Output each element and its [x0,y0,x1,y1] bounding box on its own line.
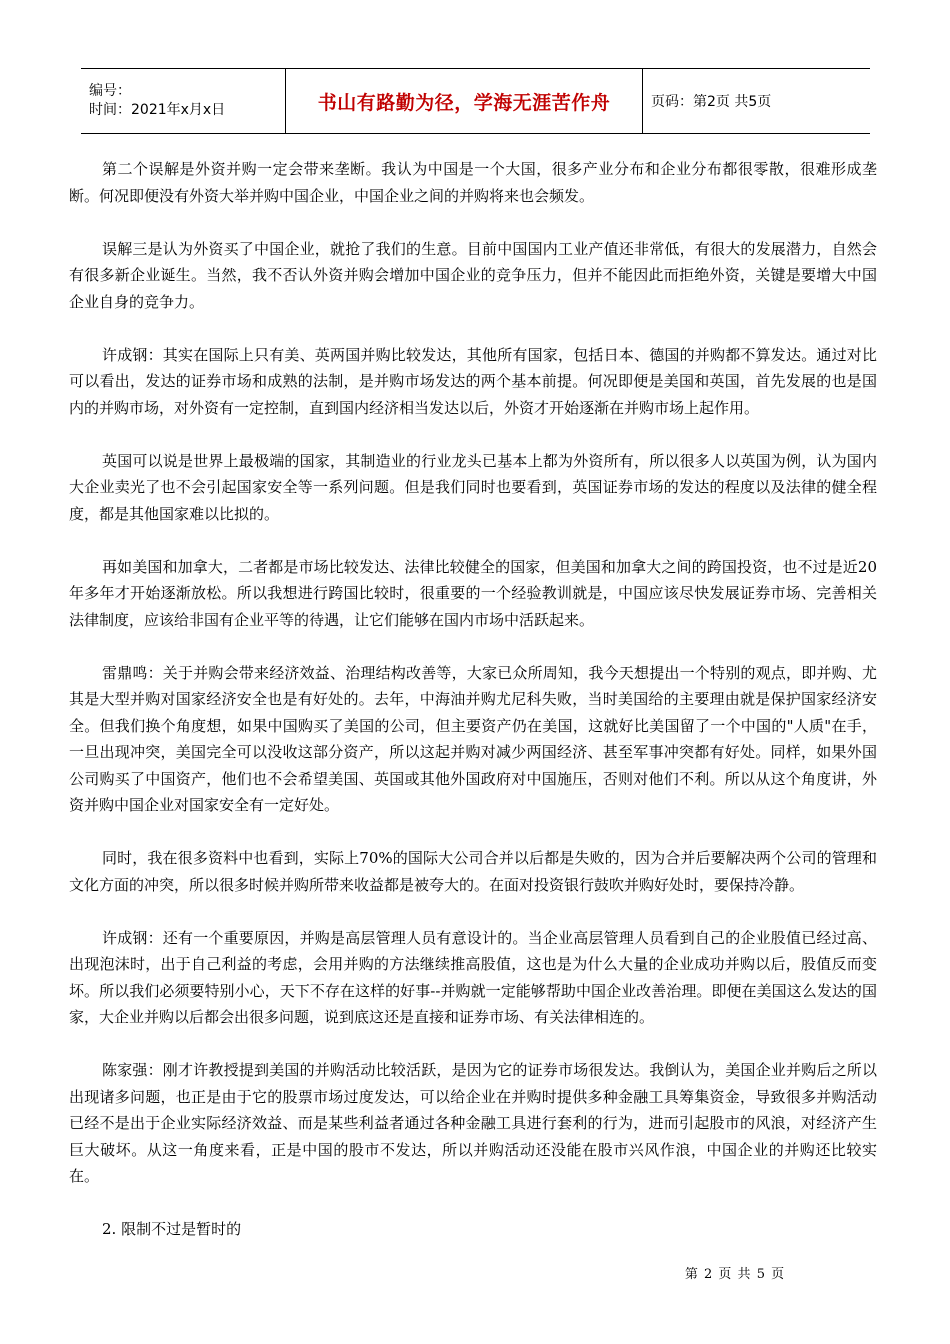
number-label: 编号： [89,83,131,99]
paragraph: 同时，我在很多资料中也看到，实际上70%的国际大公司合并以后都是失败的，因为合并后要解决两个公司的管理和文化方面的冲突，所以很多时候并购所带来收益都是被夸大的。在面对投资银行鼓吹并购好处时，要保持冷静。 [69,849,877,894]
paragraph: 许成钢：还有一个重要原因，并购是高层管理人员有意设计的。当企业高层管理人员看到自己的企业股值已经过高、出现泡沫时，出于自己利益的考虑，会用并购的方法继续推高股值，这也是为什么大量的企业成功并购以后，股值反而变坏。所以我们必须要特别小心，天下不存在这样的好事--并购就一定能够帮助中国企业改善治理。即便在美国这么发达的国家，大企业并购以后都会出很多问题，说到底这还是直接和证券市场、有关法律相连的。 [69,928,877,1026]
paragraph: 英国可以说是世界上最极端的国家，其制造业的行业龙头已基本上都为外资所有，所以很多人以英国为例，认为国内大企业卖光了也不会引起国家安全等一系列问题。但是我们同时也要看到，英国证券市场的发达的程度以及法律的健全程度，都是其他国家难以比拟的。 [69,451,877,523]
paragraph: 再如美国和加拿大，二者都是市场比较发达、法律比较健全的国家，但美国和加拿大之间的跨国投资，也不过是近20年多年才开始逐渐放松。所以我想进行跨国比较时，很重要的一个经验教训就是，中国应该尽快发展证券市场、完善相关法律制度，应该给非国有企业平等的待遇，让它们能够在国内市场中活跃起来。 [69,557,877,629]
header-meta-cell [81,69,286,134]
paragraph: 误解三是认为外资买了中国企业，就抢了我们的生意。目前中国国内工业产值还非常低，有很大的发展潜力，自然会有很多新企业诞生。当然，我不否认外资并购会增加中国企业的竞争压力，但并不能因此而拒绝外资，关键是要增大中国企业自身的竞争力。 [69,239,877,311]
paragraph: 陈家强：刚才许教授提到美国的并购活动比较活跃，是因为它的证券市场很发达。我倒认为，美国企业并购后之所以出现诸多问题，也正是由于它的股票市场过度发达，可以给企业在并购时提供多种金融工具筹集资金，导致很多并购活动已经不是出于企业实际经济效益、而是某些利益者通过各种金融工具进行套利的行为，进而引起股市的风浪，对经济产生巨大破坏。从这一角度来看，正是中国的股市不发达，所以并购活动还没能在股市兴风作浪，中国企业的并购还比较实在。 [69,1061,877,1185]
page-code: 页码：第2页 共5页 [643,69,871,134]
paragraph: 雷鼎鸣：关于并购会带来经济效益、治理结构改善等，大家已众所周知，我今天想提出一个特别的观点，即并购、尤其是大型并购对国家经济安全也是有好处的。去年，中海油并购尤尼科失败，当时美国给的主要理由就是保护国家经济安全。但我们换个角度想，如果中国购买了美国的公司，但主要资产仍在美国，这就好比美国留了一个中国的"人质"在手，一旦出现冲突，美国完全可以没收这部分资产，所以这起并购对减少两国经济、甚至军事冲突都有好处。同样，如果外国公司购买了中国资产，他们也不会希望美国、英国或其他外国政府对中国施压，否则对他们不利。所以从这个角度讲，外资并购中国企业对国家安全有一定好处。 [69,663,877,814]
section-heading: 2. 限制不过是暂时的 [102,1220,242,1238]
paragraph: 第二个误解是外资并购一定会带来垄断。我认为中国是一个大国，很多产业分布和企业分布都很零散，很难形成垄断。何况即便没有外资大举并购中国企业，中国企业之间的并购将来也会频发。 [69,160,877,205]
motto: 书山有路勤为径，学海无涯苦作舟 [286,69,643,134]
page-footer: 第 2 页 共 5 页 [684,1267,786,1282]
document-header [81,68,870,134]
document-body [69,156,877,1243]
paragraph: 许成钢：其实在国际上只有美、英两国并购比较发达，其他所有国家，包括日本、德国的并购都不算发达。通过对比可以看出，发达的证券市场和成熟的法制，是并购市场发达的两个基本前提。何况即便是美国和英国，首先发展的也是国内的并购市场，对外资有一定控制，直到国内经济相当发达以后，外资才开始逐渐在并购市场上起作用。 [69,345,877,417]
time-label: 时间：2021年x月x日 [89,102,226,118]
